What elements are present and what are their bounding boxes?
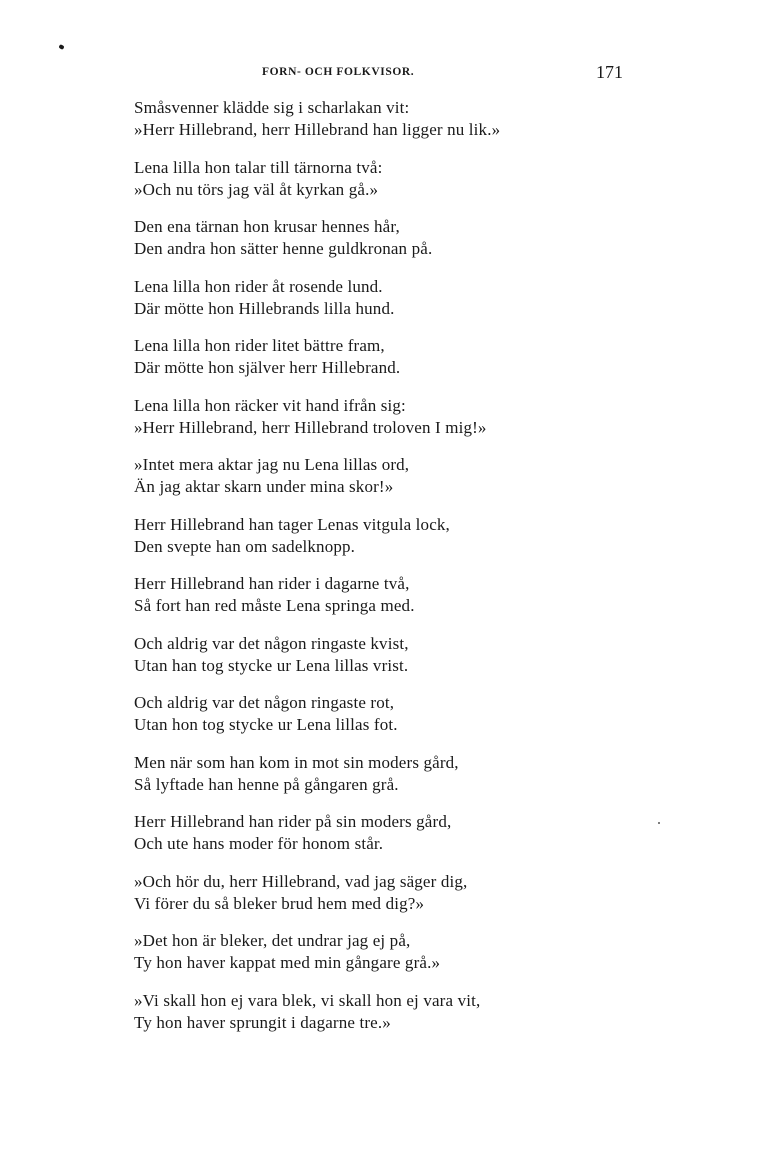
stanza (134, 335, 694, 379)
verse-line: Där mötte hon Hillebrands lilla hund. (134, 298, 395, 318)
stanza (134, 990, 694, 1034)
verse-line: Lena lilla hon rider åt rosende lund. (134, 276, 383, 296)
stanza (134, 97, 694, 141)
stanza (134, 633, 694, 677)
stanza (134, 276, 694, 320)
verse-line: Än jag aktar skarn under mina skor!» (134, 477, 394, 496)
verse-line: Herr Hillebrand han rider i dagarne två, (134, 574, 410, 593)
verse-line: Så fort han red måste Lena springa med. (134, 596, 415, 615)
verse-line: Herr Hillebrand han tager Lenas vitgula lock, (134, 514, 450, 534)
verse-line: Småsvenner klädde sig i scharlakan vit: (134, 98, 410, 117)
stanza (134, 395, 694, 439)
verse-line: Men när som han kom in mot sin moders gård, (134, 752, 459, 772)
verse-line: Och aldrig var det någon ringaste kvist, (134, 633, 409, 653)
verse-line: Den ena tärnan hon krusar hennes hår, (134, 217, 400, 236)
stanza (134, 216, 694, 260)
verse-line: Ty hon haver kappat med min gångare grå.» (134, 953, 441, 972)
verse-line: Den svepte han om sadelknopp. (134, 536, 356, 556)
page-number: 171 (596, 62, 623, 82)
verse-line: »Vi skall hon ej vara blek, vi skall hon ej vara vit, (134, 990, 481, 1010)
ink-speck (58, 44, 64, 50)
verse-line: »Herr Hillebrand, herr Hillebrand han ligger nu lik.» (134, 120, 501, 139)
verse-line: Lena lilla hon rider litet bättre fram, (134, 336, 385, 355)
poem (134, 97, 694, 1049)
stanza (134, 157, 694, 201)
verse-line: Ty hon haver sprungit i dagarne tre.» (134, 1012, 391, 1032)
verse-line: »Intet mera aktar jag nu Lena lillas ord, (134, 455, 410, 474)
stanza (134, 454, 694, 498)
verse-line: Lena lilla hon talar till tärnorna två: (134, 157, 383, 177)
verse-line: Herr Hillebrand han rider på sin moders gård, (134, 812, 452, 831)
stanza (134, 692, 694, 736)
verse-line: Utan hon tog stycke ur Lena lillas fot. (134, 715, 398, 734)
verse-line: Lena lilla hon räcker vit hand ifrån sig: (134, 395, 406, 415)
stanza (134, 752, 694, 796)
stanza (134, 514, 694, 558)
verse-line: Och ute hans moder för honom står. (134, 834, 384, 853)
verse-line: »Och nu törs jag väl åt kyrkan gå.» (134, 179, 379, 199)
verse-line: Vi förer du så bleker brud hem med dig?» (134, 893, 425, 913)
stanza (134, 871, 694, 915)
stanza (134, 930, 694, 974)
running-head: FORN- OCH FOLKVISOR. (262, 66, 415, 78)
verse-line: Och aldrig var det någon ringaste rot, (134, 693, 395, 712)
verse-line: Den andra hon sätter henne guldkronan på. (134, 239, 433, 258)
verse-line: »Det hon är bleker, det undrar jag ej på, (134, 931, 411, 950)
verse-line: Där mötte hon själver herr Hillebrand. (134, 358, 401, 377)
stanza (134, 573, 694, 617)
verse-line: »Och hör du, herr Hillebrand, vad jag säger dig, (134, 871, 468, 891)
verse-line: Utan han tog stycke ur Lena lillas vrist. (134, 655, 409, 675)
verse-line: »Herr Hillebrand, herr Hillebrand troloven I mig!» (134, 417, 487, 437)
stanza (134, 811, 694, 855)
verse-line: Så lyftade han henne på gångaren grå. (134, 774, 399, 794)
